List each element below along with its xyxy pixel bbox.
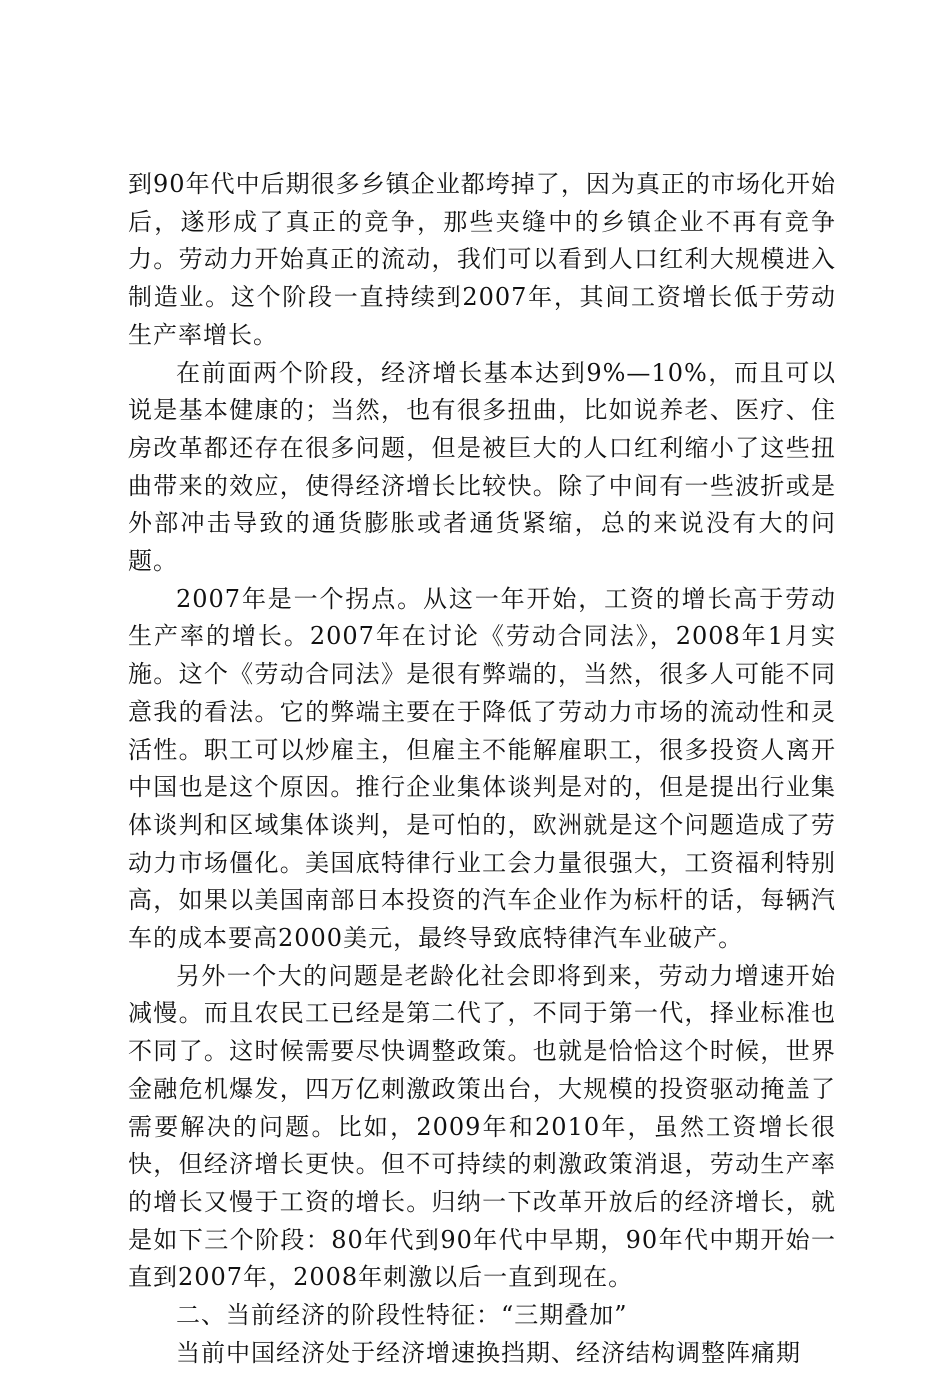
document-body <box>128 166 836 1373</box>
paragraph-5: 当前中国经济处于经济增速换挡期、经济结构调整阵痛期 <box>176 1338 801 1367</box>
paragraph-1: 到90年代中后期很多乡镇企业都垮掉了，因为真正的市场化开始后，遂形成了真正的竞争，那些夹缝中的乡镇企业不再有竞争力。劳动力开始真正的流动，我们可以看到人口红利大规模进入制造业。这个阶段一直持续到2007年，其间工资增长低于劳动生产率增长。 <box>128 170 836 349</box>
paragraph-2: 在前面两个阶段，经济增长基本达到9%—10%，而且可以说是基本健康的；当然，也有很多扭曲，比如说养老、医疗、住房改革都还存在很多问题，但是被巨大的人口红利缩小了这些扭曲带来的效应，使得经济增长比较快。除了中间有一些波折或是外部冲击导致的通货膨胀或者通货紧缩，总的来说没有大的问题。 <box>128 358 836 576</box>
section-heading: 二、当前经济的阶段性特征：“三期叠加” <box>176 1301 628 1330</box>
paragraph-3: 2007年是一个拐点。从这一年开始，工资的增长高于劳动生产率的增长。2007年在讨论《劳动合同法》，2008年1月实施。这个《劳动合同法》是很有弊端的，当然，很多人可能不同意我的看法。它的弊端主要在于降低了劳动力市场的流动性和灵活性。职工可以炒雇主，但雇主不能解雇职工，很多投资人离开中国也是这个原因。推行企业集体谈判是对的，但是提出行业集体谈判和区域集体谈判，是可怕的，欧洲就是这个问题造成了劳动力市场僵化。美国底特律行业工会力量很强大，工资福利特别高，如果以美国南部日本投资的汽车企业作为标杆的话，每辆汽车的成本要高2000美元，最终导致底特律汽车业破产。 <box>128 584 836 953</box>
paragraph-4: 另外一个大的问题是老龄化社会即将到来，劳动力增速开始减慢。而且农民工已经是第二代了，不同于第一代，择业标准也不同了。这时候需要尽快调整政策。也就是恰恰这个时候，世界金融危机爆发，四万亿刺激政策出台，大规模的投资驱动掩盖了需要解决的问题。比如，2009年和2010年，虽然工资增长很快，但经济增长更快。但不可持续的刺激政策消退，劳动生产率的增长又慢于工资的增长。归纳一下改革开放后的经济增长，就是如下三个阶段：80年代到90年代中早期，90年代中期开始一直到2007年，2008年刺激以后一直到现在。 <box>128 961 836 1292</box>
